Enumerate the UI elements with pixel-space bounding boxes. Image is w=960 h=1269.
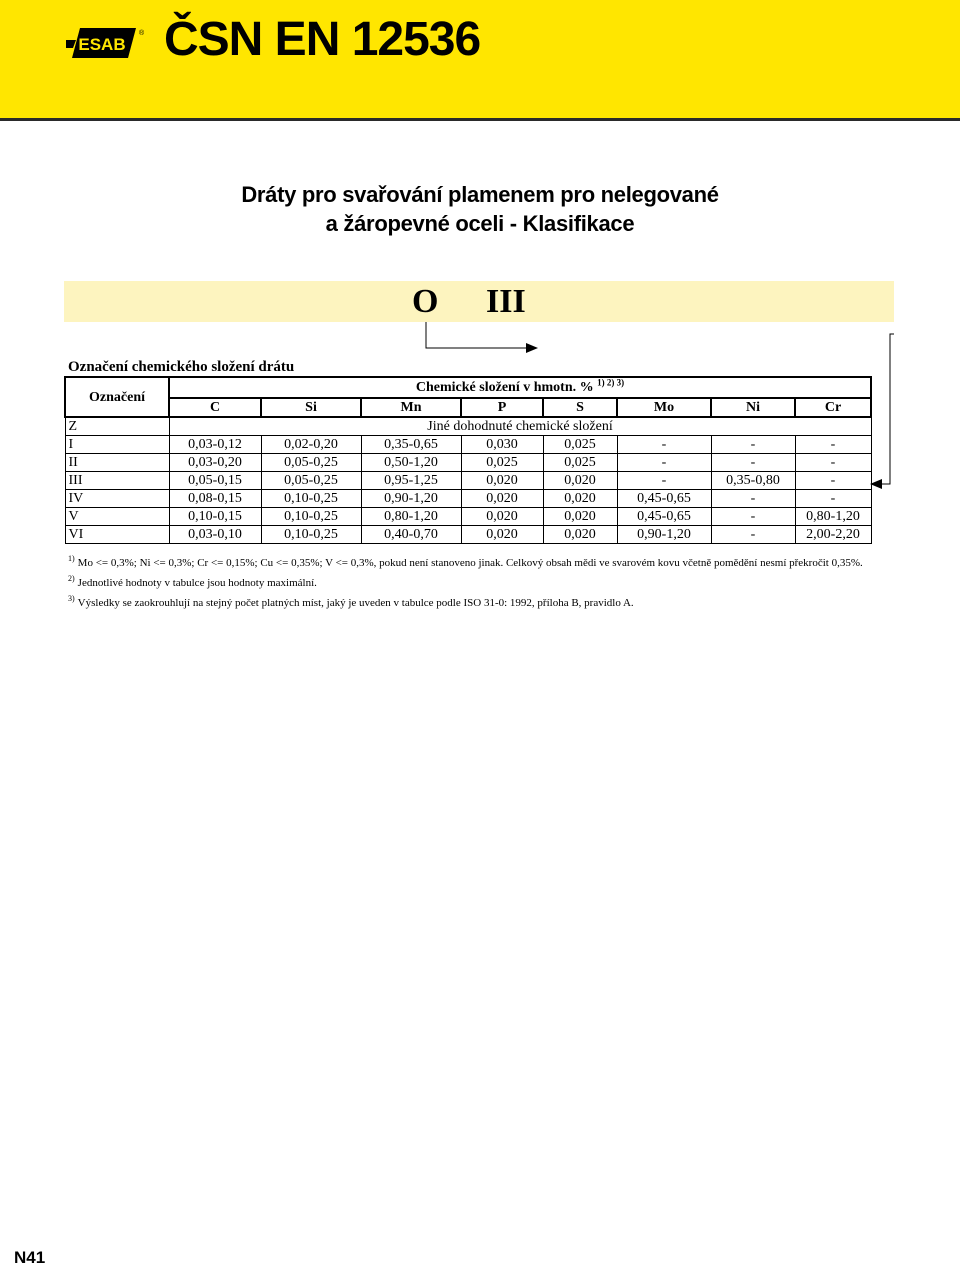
table-cell: 0,08-0,15 [169, 490, 261, 508]
table-cell: 0,05-0,25 [261, 472, 361, 490]
table-cell: 0,80-1,20 [361, 508, 461, 526]
composition-header-notes: 1) 2) 3) [597, 377, 625, 388]
table-cell: - [795, 490, 871, 508]
table-row [65, 508, 871, 526]
row-code: I [65, 436, 169, 454]
table-cell: 0,80-1,20 [795, 508, 871, 526]
table-cell: - [795, 472, 871, 490]
table-cell: - [617, 454, 711, 472]
table-cell: - [711, 436, 795, 454]
esab-logo-icon [66, 26, 145, 60]
row-code: V [65, 508, 169, 526]
table-cell: 0,030 [461, 436, 543, 454]
footnote-text: Jednotlivé hodnoty v tabulce jsou hodnoty maximální. [77, 577, 317, 589]
document-title-line1: Dráty pro svařování plamenem pro nelegované [241, 182, 719, 207]
table-cell: 0,45-0,65 [617, 490, 711, 508]
designation-class: III [486, 283, 526, 320]
table-cell: 0,10-0,25 [261, 526, 361, 544]
table-cell: 0,020 [543, 490, 617, 508]
column-header: Mo [617, 398, 711, 417]
footnote-mark: 1) [68, 554, 75, 564]
table-cell: 0,020 [543, 526, 617, 544]
table-cell: 2,00-2,20 [795, 526, 871, 544]
table-cell: 0,05-0,25 [261, 454, 361, 472]
class-arrow [880, 334, 894, 484]
footnote [68, 553, 948, 573]
table-cell: - [795, 436, 871, 454]
table-cell: 0,025 [543, 454, 617, 472]
footnote-text: Výsledky se zaokrouhlují na stejný počet platných míst, jaký je uveden v tabulce podle ISO 31-0: 1992, příloha B, pravidlo A. [77, 597, 634, 609]
esab-logo [66, 26, 145, 60]
footnote-text: Mo <= 0,3%; Ni <= 0,3%; Cr <= 0,15%; Cu <= 0,35%; V <= 0,3%, pokud není stanoveno jinak. Celkový obsah mědi ve svarovém kovu včetně pomědění nesmí překročit 0,35%. [77, 557, 863, 569]
table-cell: - [711, 508, 795, 526]
footnote [68, 573, 948, 593]
table-cell: 0,35-0,65 [361, 436, 461, 454]
table-cell: - [795, 454, 871, 472]
table-cell: 0,10-0,15 [169, 508, 261, 526]
table-cell: - [617, 436, 711, 454]
table-cell: - [711, 454, 795, 472]
symbol-arrowhead [526, 343, 538, 353]
row-code: III [65, 472, 169, 490]
table-cell: 0,10-0,25 [261, 490, 361, 508]
table-cell: 0,05-0,15 [169, 472, 261, 490]
footnotes [68, 553, 948, 613]
table-cell: 0,020 [461, 472, 543, 490]
composition-table [64, 376, 872, 544]
table-cell: - [711, 490, 795, 508]
row-code: II [65, 454, 169, 472]
column-header: C [169, 398, 261, 417]
esab-logo-text: ESAB [78, 35, 126, 54]
column-header: Si [261, 398, 361, 417]
row-code: Z [65, 417, 169, 436]
table-cell: 0,90-1,20 [617, 526, 711, 544]
table-row [65, 526, 871, 544]
table-cell: 0,95-1,25 [361, 472, 461, 490]
footnote-mark: 3) [68, 594, 75, 604]
table-row [65, 436, 871, 454]
standard-title: ČSN EN 12536 [164, 13, 481, 66]
table-cell: 0,020 [461, 490, 543, 508]
table-row [65, 472, 871, 490]
column-header: S [543, 398, 617, 417]
column-header: P [461, 398, 543, 417]
table-cell: - [711, 526, 795, 544]
table-cell: 0,03-0,20 [169, 454, 261, 472]
composition-header [169, 377, 871, 398]
table-cell: 0,020 [543, 472, 617, 490]
composition-header-text: Chemické složení v hmotn. % [415, 380, 594, 395]
column-header: Ni [711, 398, 795, 417]
table-cell: 0,020 [461, 508, 543, 526]
table-cell: 0,025 [543, 436, 617, 454]
designation-header: Označení [65, 377, 169, 417]
page-header [0, 0, 960, 121]
table-cell: 0,35-0,80 [711, 472, 795, 490]
symbol-arrow [426, 322, 528, 348]
table-cell: 0,03-0,12 [169, 436, 261, 454]
section-label: Označení chemického složení drátu [68, 359, 295, 375]
row-code: IV [65, 490, 169, 508]
row-code: VI [65, 526, 169, 544]
column-header: Cr [795, 398, 871, 417]
document-title [0, 180, 960, 238]
designation-symbol: O [412, 283, 439, 320]
designation-band [64, 281, 894, 322]
z-row-text: Jiné dohodnuté chemické složení [169, 417, 871, 436]
svg-text:®: ® [139, 30, 145, 37]
table-cell: 0,020 [543, 508, 617, 526]
footnote [68, 593, 948, 613]
page-number: N41 [14, 1248, 46, 1267]
table-row [65, 417, 871, 436]
table-cell: 0,020 [461, 526, 543, 544]
column-header: Mn [361, 398, 461, 417]
document-title-line2: a žáropevné oceli - Klasifikace [325, 211, 635, 236]
table-cell: - [617, 472, 711, 490]
table-cell: 0,02-0,20 [261, 436, 361, 454]
table-cell: 0,10-0,25 [261, 508, 361, 526]
table-row [65, 454, 871, 472]
table-cell: 0,025 [461, 454, 543, 472]
table-cell: 0,50-1,20 [361, 454, 461, 472]
table-cell: 0,90-1,20 [361, 490, 461, 508]
footnote-mark: 2) [68, 574, 75, 584]
table-row [65, 490, 871, 508]
table-cell: 0,45-0,65 [617, 508, 711, 526]
table-cell: 0,03-0,10 [169, 526, 261, 544]
table-cell: 0,40-0,70 [361, 526, 461, 544]
